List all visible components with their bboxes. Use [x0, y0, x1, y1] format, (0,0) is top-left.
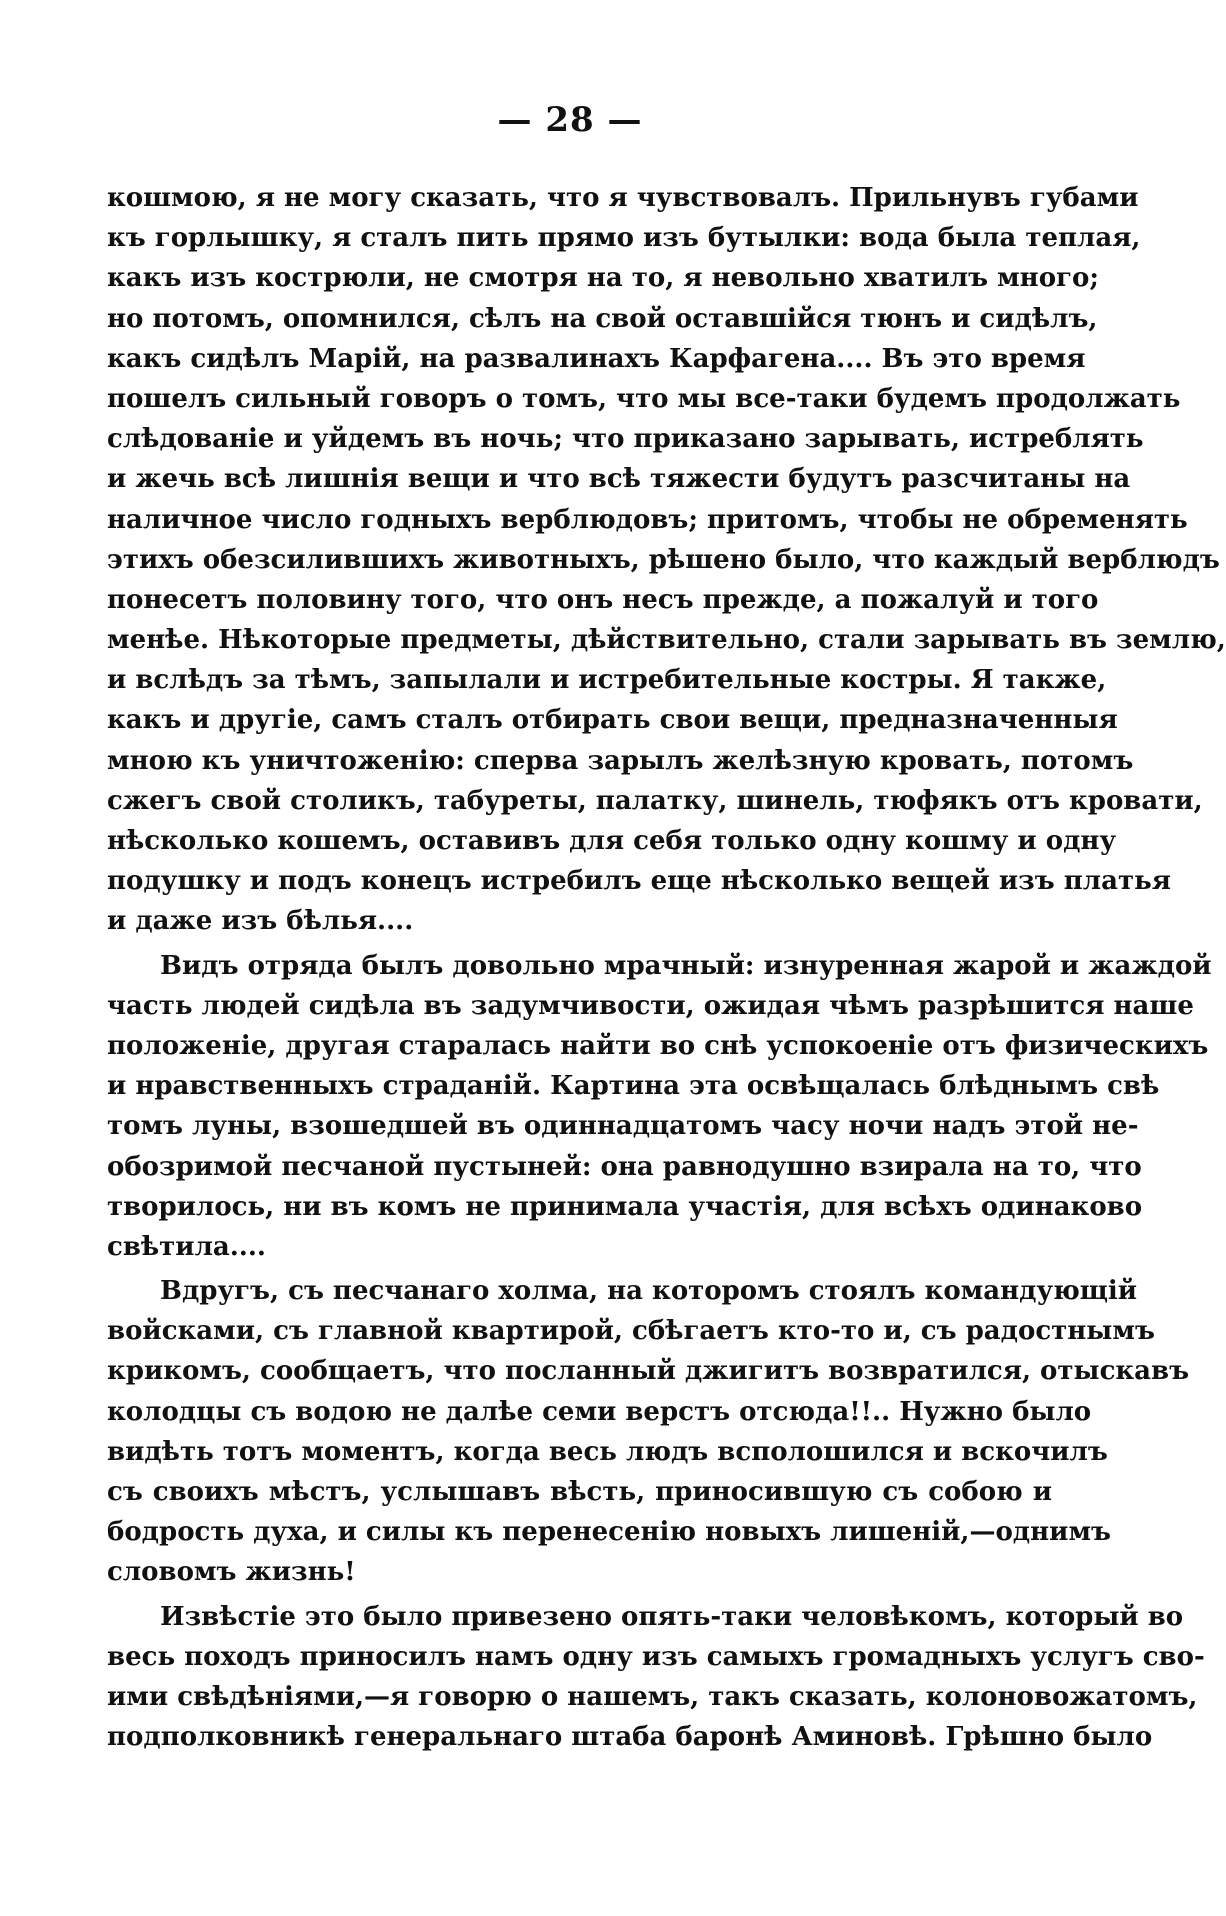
- page-number: — 28 —: [497, 100, 643, 140]
- text-line: томъ луны, взошедшей въ одиннадцатомъ часу ночи надъ этой не-: [107, 1111, 1139, 1142]
- paragraph: [107, 1271, 1190, 1593]
- text-line: кошмою, я не могу сказать, что я чувствовалъ. Прильнувъ губами: [107, 183, 1139, 213]
- text-line: Извѣстіе это было привезено опять-таки человѣкомъ, который во: [160, 1601, 1184, 1632]
- text-line: подполковникѣ генеральнаго штаба баронѣ Аминовѣ. Грѣшно было: [107, 1722, 1153, 1753]
- text-line: подушку и подъ конецъ истребилъ еще нѣсколько вещей изъ платья: [107, 866, 1171, 897]
- text-line: съ своихъ мѣстъ, услышавъ вѣсть, приносившую съ собою и: [107, 1477, 1052, 1507]
- text-line: къ горлышку, я сталъ пить прямо изъ бутылки: вода была теплая,: [107, 223, 1141, 254]
- text-line: и даже изъ бѣлья....: [107, 906, 414, 937]
- text-line: менѣе. Нѣкоторые предметы, дѣйствительно, стали зарывать въ землю,: [107, 625, 1226, 656]
- text-line: какъ сидѣлъ Марій, на развалинахъ Карфагена.... Въ это время: [107, 343, 1086, 374]
- text-line: какъ изъ кострюли, не смотря на то, я невольно хватилъ много;: [107, 263, 1099, 294]
- text-line: бодрость духа, и силы къ перенесенію новыхъ лишеній,—однимъ: [107, 1517, 1111, 1548]
- text-line: часть людей сидѣла въ задумчивости, ожидая чѣмъ разрѣшится наше: [107, 990, 1194, 1021]
- text-line: пошелъ сильный говоръ о томъ, что мы все-таки будемъ продолжать: [107, 383, 1181, 414]
- text-line: ими свѣдѣніями,—я говорю о нашемъ, такъ сказать, колоновожатомъ,: [107, 1681, 1198, 1712]
- text-line: Видъ отряда былъ довольно мрачный: изнуренная жарой и жаждой: [160, 950, 1212, 981]
- text-line: колодцы съ водою не далѣе семи верстъ отсюда!!.. Нужно было: [107, 1396, 1092, 1427]
- text-line: весь походъ приносилъ намъ одну изъ самыхъ громадныхъ услугъ сво-: [107, 1641, 1205, 1672]
- text-line: мною къ уничтоженію: сперва зарылъ желѣзную кровать, потомъ: [107, 745, 1134, 776]
- paragraph: [107, 178, 1226, 942]
- text-line: видѣть тотъ моментъ, когда весь людъ всполошился и вскочилъ: [107, 1436, 1108, 1467]
- body-text: [107, 178, 1226, 1757]
- text-line: понесетъ половину того, что онъ несъ прежде, а пожалуй и того: [107, 584, 1099, 615]
- text-line: обозримой песчаной пустыней: она равнодушно взирала на то, что: [107, 1151, 1142, 1182]
- text-line: нѣсколько кошемъ, оставивъ для себя только одну кошму и одну: [107, 826, 1117, 856]
- text-line: но потомъ, опомнился, сѣлъ на свой оставшійся тюнъ и сидѣлъ,: [107, 303, 1098, 334]
- text-line: слѣдованіе и уйдемъ въ ночь; что приказано зарывать, истреблять: [107, 424, 1144, 455]
- text-line: словомъ жизнь!: [107, 1557, 356, 1588]
- text-line: этихъ обезсилившихъ животныхъ, рѣшено было, что каждый верблюдъ: [107, 544, 1220, 575]
- text-line: и вслѣдъ за тѣмъ, запылали и истребительные костры. Я также,: [107, 665, 1107, 696]
- text-line: положеніе, другая старалась найти во снѣ успокоеніе отъ физическихъ: [107, 1030, 1209, 1061]
- text-line: и нравственныхъ страданій. Картина эта освѣщалась блѣднымъ свѣ: [107, 1071, 1160, 1102]
- text-line: наличное число годныхъ верблюдовъ; притомъ, чтобы не обременять: [107, 504, 1188, 535]
- paragraph: [107, 946, 1212, 1268]
- text-line: войсками, съ главной квартирой, сбѣгаетъ кто-то и, съ радостнымъ: [107, 1316, 1155, 1347]
- text-line: крикомъ, сообщаетъ, что посланный джигитъ возвратился, отыскавъ: [107, 1356, 1190, 1387]
- text-line: сжегъ свой столикъ, табуреты, палатку, шинель, тюфякъ отъ кровати,: [107, 785, 1203, 816]
- text-line: какъ и другіе, самъ сталъ отбирать свои вещи, предназначенныя: [107, 705, 1118, 736]
- text-line: Вдругъ, съ песчанаго холма, на которомъ стоялъ командующій: [160, 1276, 1138, 1307]
- text-line: творилось, ни въ комъ не принимала участія, для всѣхъ одинаково: [107, 1191, 1143, 1222]
- paragraph: [107, 1597, 1205, 1758]
- text-line: и жечь всѣ лишнія вещи и что всѣ тяжести будутъ разсчитаны на: [107, 464, 1131, 495]
- text-line: свѣтила....: [107, 1231, 266, 1262]
